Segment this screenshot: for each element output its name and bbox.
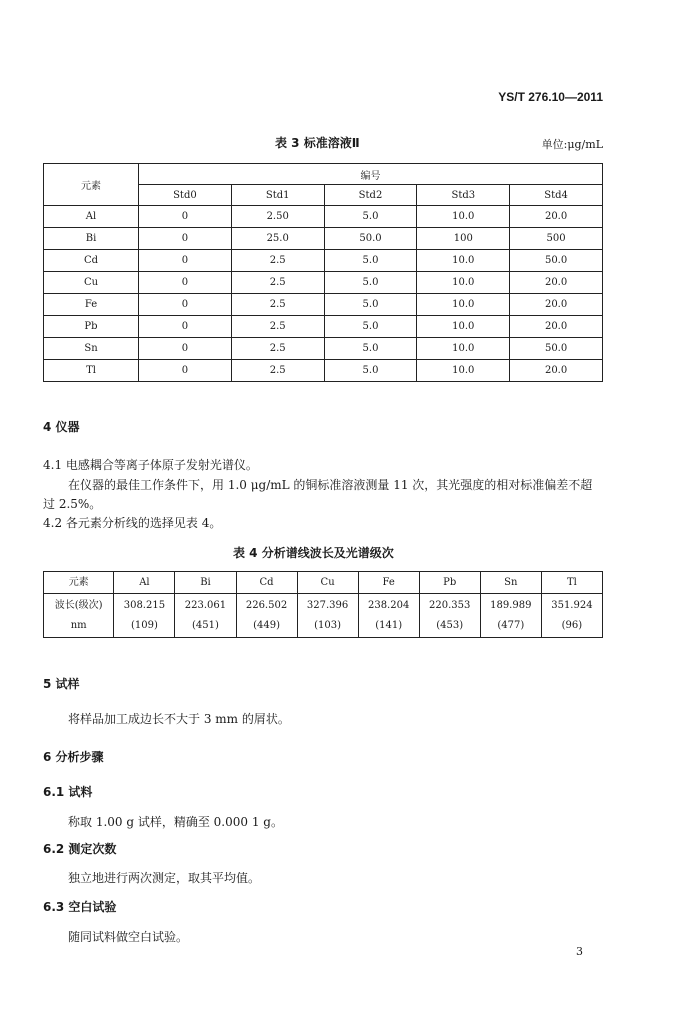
table-row (44, 250, 603, 272)
value-cell: 0 (139, 360, 232, 382)
page-number: 3 (576, 945, 583, 958)
spectral-order: (103) (314, 619, 342, 631)
spectral-order: (477) (497, 619, 525, 631)
value-cell: 2.5 (231, 294, 324, 316)
element-cell: Al (44, 206, 139, 228)
header-cell: Pb (419, 572, 480, 594)
paragraph: 称取 1.00 g 试样，精确至 0.000 1 g。 (68, 815, 283, 829)
col-group-header: 编号 (139, 164, 603, 185)
wavelength-value: 189.989 (490, 599, 532, 611)
value-cell: 10.0 (417, 250, 510, 272)
element-cell: Sn (44, 338, 139, 360)
value-cell: 0 (139, 250, 232, 272)
spectral-order: (96) (561, 619, 583, 631)
wavelength-table (43, 571, 603, 638)
value-cell: 25.0 (231, 228, 324, 250)
standard-number: YS/T 276.10—2011 (498, 90, 603, 104)
element-cell: Bi (44, 228, 139, 250)
value-cell: 0 (139, 206, 232, 228)
element-cell: Fe (44, 294, 139, 316)
col-header: Std0 (139, 185, 232, 206)
value-cell: 2.5 (231, 272, 324, 294)
element-cell: Tl (44, 360, 139, 382)
wavelength-value: 238.204 (367, 599, 410, 611)
value-cell: 2.50 (231, 206, 324, 228)
col-header: Std1 (231, 185, 324, 206)
value-cell: 0 (139, 272, 232, 294)
value-cell: 5.0 (324, 338, 417, 360)
wavelength-cell (541, 594, 602, 638)
wavelength-value: 351.924 (551, 599, 593, 611)
value-cell: 100 (417, 228, 510, 250)
table-row (44, 360, 603, 382)
wavelength-value: 327.396 (306, 599, 349, 611)
wavelength-value: 308.215 (123, 599, 166, 611)
value-cell: 20.0 (510, 206, 603, 228)
wavelength-cell (175, 594, 236, 638)
value-cell: 50.0 (324, 228, 417, 250)
col-header: Std2 (324, 185, 417, 206)
col-header: Std3 (417, 185, 510, 206)
header-cell: Cu (297, 572, 358, 594)
value-cell: 2.5 (231, 316, 324, 338)
value-cell: 5.0 (324, 206, 417, 228)
value-cell: 0 (139, 294, 232, 316)
table-row (44, 294, 603, 316)
value-cell: 2.5 (231, 250, 324, 272)
wavelength-cell (419, 594, 480, 638)
header-cell: 元素 (44, 572, 114, 594)
value-cell: 500 (510, 228, 603, 250)
paragraph: 4.2 各元素分析线的选择见表 4。 (43, 516, 222, 530)
section-6-3-heading: 6.3 空白试验 (43, 900, 117, 914)
value-cell: 5.0 (324, 360, 417, 382)
paragraph: 将样品加工成边长不大于 3 mm 的屑状。 (68, 712, 290, 726)
paragraph: 在仪器的最佳工作条件下，用 1.0 μg/mL 的铜标准溶液测量 11 次，其光强度的相对标准偏差不超 (68, 478, 593, 492)
section-6-heading: 6 分析步骤 (43, 750, 104, 764)
value-cell: 5.0 (324, 272, 417, 294)
header-cell: Cd (236, 572, 297, 594)
header-cell: Al (114, 572, 175, 594)
value-cell: 0 (139, 338, 232, 360)
table-row (44, 316, 603, 338)
value-cell: 10.0 (417, 206, 510, 228)
spectral-order: (449) (253, 619, 280, 631)
section-4-heading: 4 仪器 (43, 420, 80, 434)
value-cell: 2.5 (231, 360, 324, 382)
row-label: 波长(级次) (54, 599, 103, 611)
value-cell: 50.0 (510, 338, 603, 360)
paragraph: 4.1 电感耦合等离子体原子发射光谱仪。 (43, 458, 258, 472)
value-cell: 10.0 (417, 316, 510, 338)
table-row (44, 228, 603, 250)
wavelength-value: 220.353 (429, 599, 471, 611)
row-unit: nm (70, 619, 87, 631)
value-cell: 0 (139, 316, 232, 338)
value-cell: 20.0 (510, 272, 603, 294)
value-cell: 10.0 (417, 338, 510, 360)
standard-solution-table (43, 163, 603, 382)
section-6-1-heading: 6.1 试料 (43, 785, 93, 799)
value-cell: 5.0 (324, 316, 417, 338)
value-cell: 10.0 (417, 294, 510, 316)
spectral-order: (109) (130, 619, 158, 631)
paragraph: 独立地进行两次测定，取其平均值。 (68, 871, 261, 885)
value-cell: 20.0 (510, 316, 603, 338)
table-row (44, 206, 603, 228)
element-cell: Cu (44, 272, 139, 294)
wavelength-cell (236, 594, 297, 638)
header-cell: Sn (480, 572, 541, 594)
table-row (44, 272, 603, 294)
value-cell: 10.0 (417, 360, 510, 382)
spectral-order: (141) (375, 619, 403, 631)
value-cell: 20.0 (510, 360, 603, 382)
wavelength-cell (358, 594, 419, 638)
wavelength-cell (297, 594, 358, 638)
col-header: Std4 (510, 185, 603, 206)
section-5-heading: 5 试样 (43, 677, 80, 691)
value-cell: 5.0 (324, 294, 417, 316)
spectral-order: (453) (436, 619, 464, 631)
col-element-header: 元素 (44, 164, 139, 206)
element-cell: Pb (44, 316, 139, 338)
paragraph: 过 2.5%。 (43, 497, 102, 511)
value-cell: 20.0 (510, 294, 603, 316)
value-cell: 0 (139, 228, 232, 250)
table3-caption: 表 3 标准溶液Ⅱ (275, 136, 360, 150)
wavelength-value: 223.061 (184, 599, 227, 611)
wavelength-value: 226.502 (245, 599, 288, 611)
value-cell: 50.0 (510, 250, 603, 272)
value-cell: 10.0 (417, 272, 510, 294)
value-cell: 2.5 (231, 338, 324, 360)
section-6-2-heading: 6.2 测定次数 (43, 842, 117, 856)
spectral-order: (451) (192, 619, 219, 631)
header-cell: Fe (358, 572, 419, 594)
value-cell: 5.0 (324, 250, 417, 272)
table4-caption: 表 4 分析谱线波长及光谱级次 (233, 546, 394, 560)
paragraph: 随同试料做空白试验。 (68, 930, 189, 944)
element-cell: Cd (44, 250, 139, 272)
header-cell: Tl (541, 572, 602, 594)
wavelength-cell (114, 594, 175, 638)
wavelength-cell (480, 594, 541, 638)
table-row (44, 338, 603, 360)
row-label-cell (44, 594, 114, 638)
header-cell: Bi (175, 572, 236, 594)
table3-unit: 单位:μg/mL (541, 138, 603, 151)
